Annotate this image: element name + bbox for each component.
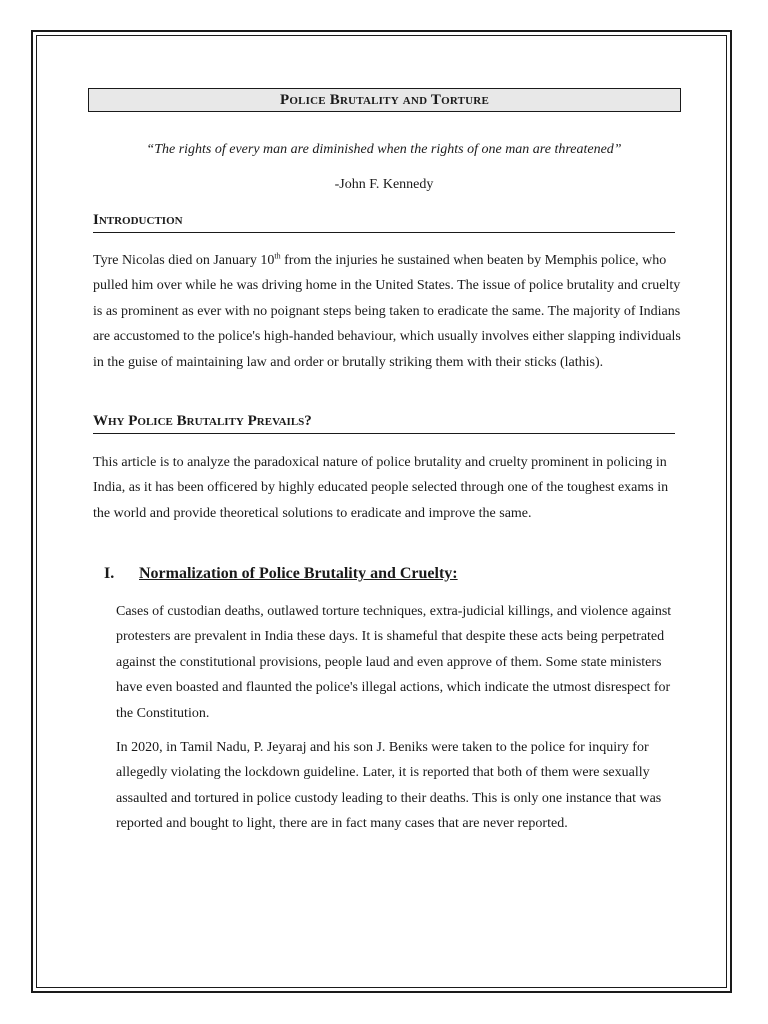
- introduction-paragraph: [93, 248, 683, 375]
- document-title: Police Brutality and Torture: [88, 88, 681, 112]
- ordinal-superscript: th: [274, 251, 281, 261]
- epigraph-quote: “The rights of every man are diminished when the rights of one man are threatened”: [146, 142, 622, 157]
- normalization-paragraph-2: In 2020, in Tamil Nadu, P. Jeyaraj and his son J. Beniks were taken to the police for inquiry for allegedly violating the lockdown guideline. Later, it is reported that both of them were sexually assaulted and tortured in police custody leading to their deaths. This is only one instance that was reported and bought to light, there are in fact many cases that are never reported.: [116, 740, 662, 832]
- subsection-heading-normalization: [104, 563, 458, 585]
- normalization-paragraph-1: Cases of custodian deaths, outlawed torture techniques, extra-judicial killings, and violence against protesters are prevalent in India these days. It is shameful that despite these acts being perpetrated against the constitutional provisions, people laud and even approve of them. Some state ministers have even boasted and flaunted the police's illegal actions, which indicate the utmost disrespect for the Constitution.: [116, 604, 672, 721]
- introduction-text-rest: from the injuries he sustained when beaten by Memphis police, who pulled him over while he was driving home in the United States. The issue of police brutality and cruelty is as prominent as ever with no poignant steps being taken to eradicate the same. The majority of Indians are accustomed to the police's high-handed behaviour, which usually involves either slapping individuals in the guise of maintaining law and order or brutally striking them with their sticks (lathis).: [93, 253, 681, 370]
- section-heading-why: Why Police Brutality Prevails?: [93, 411, 675, 434]
- why-paragraph: This article is to analyze the paradoxical nature of police brutality and cruelty prominent in policing in India, as it has been officered by highly educated people selected through one of the toughest exams in the world and provide theoretical solutions to eradicate and improve the same.: [93, 455, 669, 521]
- epigraph-attribution: -John F. Kennedy: [334, 177, 434, 192]
- introduction-text-start: Tyre Nicolas died on January 10: [93, 253, 275, 268]
- section-heading-introduction: Introduction: [93, 210, 675, 233]
- subsection-title: Normalization of Police Brutality and Cruelty:: [139, 565, 458, 582]
- subsection-numeral: I.: [104, 565, 115, 582]
